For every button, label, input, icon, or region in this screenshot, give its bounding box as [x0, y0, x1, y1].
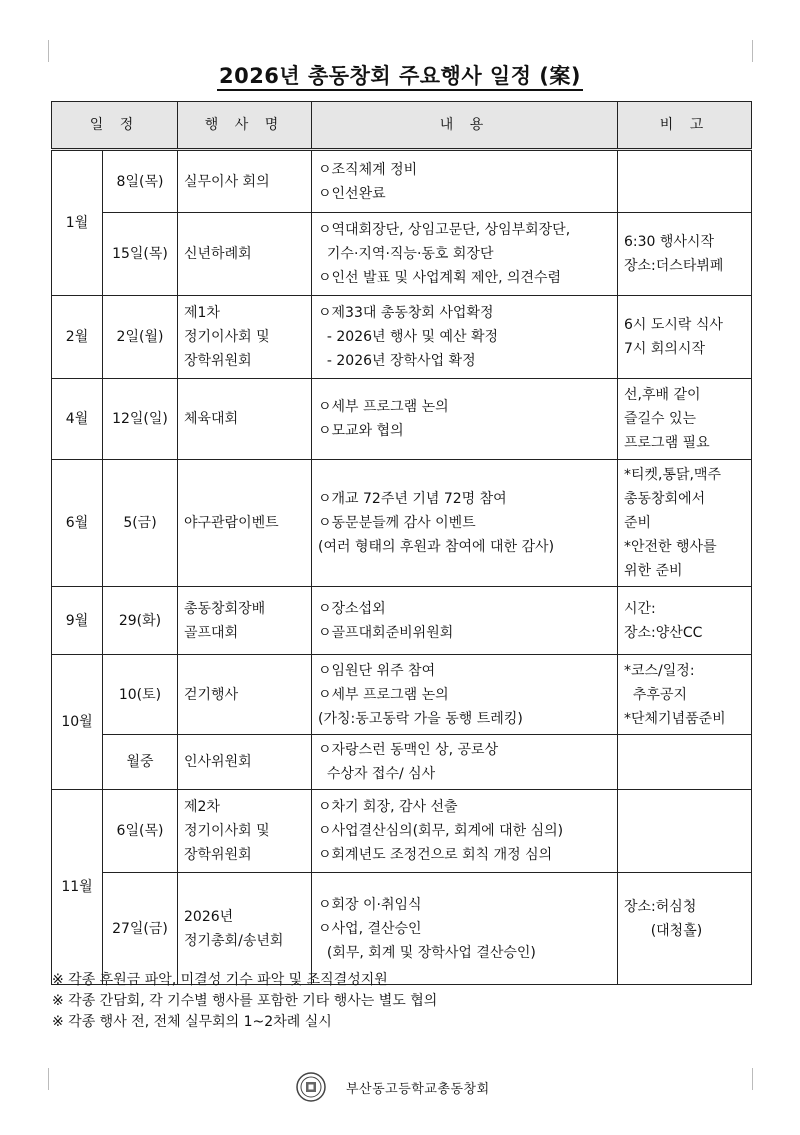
event-line: 정기이사회 및 [184, 823, 270, 839]
day-cell: 6일(목) [103, 790, 178, 873]
note-line: 준비 [624, 515, 652, 531]
content-line: ㅇ인선 발표 및 사업계획 제안, 의견수렴 [318, 270, 562, 286]
event-line: 신년하례회 [184, 246, 252, 262]
event-cell [178, 296, 312, 379]
school-seal-icon [296, 1072, 326, 1102]
table-row [52, 150, 752, 213]
content-line: ㅇ역대회장단, 상임고문단, 상임부회장단, [318, 222, 571, 238]
event-cell [178, 735, 312, 790]
note-line: *안전한 행사를 [624, 539, 717, 555]
day-cell: 15일(목) [103, 213, 178, 296]
event-line: 정기총회/송년회 [184, 932, 284, 949]
month-cell: 6월 [52, 460, 103, 587]
note-cell [618, 379, 752, 460]
table-row [52, 735, 752, 790]
note-cell [618, 873, 752, 985]
day-cell: 10(토) [103, 655, 178, 735]
note-line: 총동창회에서 [624, 491, 706, 507]
content-cell [312, 735, 618, 790]
note-cell [618, 587, 752, 655]
table-header-row [52, 102, 752, 150]
footnote: ※ 각종 간담회, 각 기수별 행사를 포함한 기타 행사는 별도 협의 [52, 993, 438, 1009]
content-line: (회무, 회계 및 장학사업 결산승인) [318, 944, 536, 961]
note-line: 위한 준비 [624, 563, 683, 579]
day-cell: 5(금) [103, 460, 178, 587]
day-cell: 2일(월) [103, 296, 178, 379]
content-cell [312, 296, 618, 379]
content-line: ㅇ사업결산심의(회무, 회계에 대한 심의) [318, 823, 564, 839]
content-line: ㅇ차기 회장, 감사 선출 [318, 799, 458, 815]
event-cell [178, 150, 312, 213]
note-line: 장소:허심청 [624, 899, 697, 915]
header-date: 일 정 [52, 102, 178, 150]
footnote: ※ 각종 행사 전, 전체 실무회의 1~2차례 실시 [52, 1014, 332, 1030]
footnote: ※ 각종 후원금 파악, 미결성 기수 파악 및 조직결성지원 [52, 972, 388, 988]
event-line: 인사위원회 [184, 754, 252, 770]
footer [296, 1072, 490, 1102]
organization-name: 부산동고등학교총동창회 [346, 1081, 490, 1097]
table-row [52, 790, 752, 873]
content-line: ㅇ제33대 총동창회 사업확정 [318, 305, 494, 321]
crop-mark [752, 1068, 753, 1090]
month-cell: 11월 [52, 790, 103, 985]
event-cell [178, 379, 312, 460]
note-cell [618, 735, 752, 790]
note-line: *단체기념품준비 [624, 710, 726, 727]
content-cell [312, 655, 618, 735]
note-line: 장소:더스타뷔페 [624, 258, 724, 274]
table-row [52, 460, 752, 587]
footnotes [52, 970, 437, 1033]
note-cell [618, 460, 752, 587]
content-line: ㅇ조직체계 정비 [318, 161, 418, 178]
day-cell: 월중 [103, 735, 178, 790]
event-line: 2026년 [184, 908, 234, 925]
event-line: 실무이사 회의 [184, 173, 270, 190]
table-row [52, 213, 752, 296]
event-line: 제2차 [184, 799, 220, 815]
crop-mark [752, 40, 753, 62]
content-cell [312, 790, 618, 873]
event-cell [178, 873, 312, 985]
header-event: 행 사 명 [178, 102, 312, 150]
note-line: 추후공지 [624, 686, 687, 703]
event-cell [178, 213, 312, 296]
crop-mark [48, 40, 49, 62]
note-cell [618, 655, 752, 735]
note-cell [618, 213, 752, 296]
content-cell [312, 379, 618, 460]
event-line: 장학위원회 [184, 353, 252, 369]
event-line: 골프대회 [184, 624, 239, 641]
content-line: ㅇ장소섭외 [318, 600, 386, 617]
event-line: 야구관람이벤트 [184, 515, 279, 531]
table-row [52, 587, 752, 655]
event-line: 제1차 [184, 305, 220, 321]
note-line: 선,후배 같이 [624, 387, 701, 403]
content-line: (여러 형태의 후원과 참여에 대한 감사) [318, 539, 555, 555]
table-row [52, 296, 752, 379]
content-line: ㅇ자랑스런 동맥인 상, 공로상 [318, 742, 499, 758]
content-line: ㅇ임원단 위주 참여 [318, 662, 436, 679]
header-content: 내 용 [312, 102, 618, 150]
schedule-table [51, 101, 752, 985]
content-cell [312, 587, 618, 655]
content-line: ㅇ골프대회준비위원회 [318, 624, 454, 641]
day-cell: 12일(일) [103, 379, 178, 460]
day-cell: 27일(금) [103, 873, 178, 985]
content-cell [312, 460, 618, 587]
note-line: 6시 도시락 식사 [624, 317, 723, 333]
note-cell [618, 790, 752, 873]
day-cell: 8일(목) [103, 150, 178, 213]
day-cell: 29(화) [103, 587, 178, 655]
content-line: 수상자 접수/ 심사 [318, 766, 436, 782]
month-cell: 2월 [52, 296, 103, 379]
content-line: ㅇ모교와 협의 [318, 423, 404, 439]
note-line: 즐길수 있는 [624, 411, 697, 427]
table-row [52, 655, 752, 735]
content-cell [312, 873, 618, 985]
page-title-text: 2026년 총동창회 주요행사 일정 (案) [217, 64, 583, 91]
content-line: - 2026년 행사 및 예산 확정 [318, 329, 499, 345]
note-line: *티켓,통닭,맥주 [624, 467, 722, 483]
event-cell [178, 655, 312, 735]
note-line: 시간: [624, 600, 656, 617]
table-row [52, 873, 752, 985]
note-line: (대청홀) [624, 923, 703, 939]
event-cell [178, 790, 312, 873]
month-cell: 9월 [52, 587, 103, 655]
note-cell [618, 296, 752, 379]
content-line: - 2026년 장학사업 확정 [318, 353, 476, 369]
content-line: ㅇ사업, 결산승인 [318, 920, 422, 937]
event-cell [178, 587, 312, 655]
content-line: ㅇ회장 이·취임식 [318, 896, 422, 913]
event-line: 장학위원회 [184, 847, 252, 863]
content-cell [312, 213, 618, 296]
content-line: ㅇ세부 프로그램 논의 [318, 686, 449, 703]
note-line: 7시 회의시작 [624, 341, 705, 357]
note-line: *코스/일정: [624, 662, 695, 679]
page-title [0, 60, 800, 90]
content-line: 기수·지역·직능·동호 회장단 [318, 246, 494, 262]
content-line: ㅇ인선완료 [318, 185, 386, 202]
month-cell: 10월 [52, 655, 103, 790]
content-line: ㅇ동문분들께 감사 이벤트 [318, 515, 476, 531]
event-line: 걷기행사 [184, 686, 239, 703]
note-cell [618, 150, 752, 213]
table-row [52, 379, 752, 460]
crop-mark [48, 1068, 49, 1090]
event-line: 정기이사회 및 [184, 329, 270, 345]
event-line: 총동창회장배 [184, 600, 266, 617]
event-line: 체육대회 [184, 411, 239, 427]
content-line: ㅇ세부 프로그램 논의 [318, 399, 449, 415]
header-note: 비 고 [618, 102, 752, 150]
content-line: ㅇ개교 72주년 기념 72명 참여 [318, 491, 507, 507]
event-cell [178, 460, 312, 587]
content-line: (가칭:동고동락 가을 동행 트레킹) [318, 710, 523, 727]
note-line: 6:30 행사시작 [624, 234, 714, 250]
content-cell [312, 150, 618, 213]
month-cell: 1월 [52, 150, 103, 296]
month-cell: 4월 [52, 379, 103, 460]
note-line: 프로그램 필요 [624, 435, 710, 451]
content-line: ㅇ회계년도 조정건으로 회칙 개정 심의 [318, 847, 553, 863]
note-line: 장소:양산CC [624, 624, 703, 641]
